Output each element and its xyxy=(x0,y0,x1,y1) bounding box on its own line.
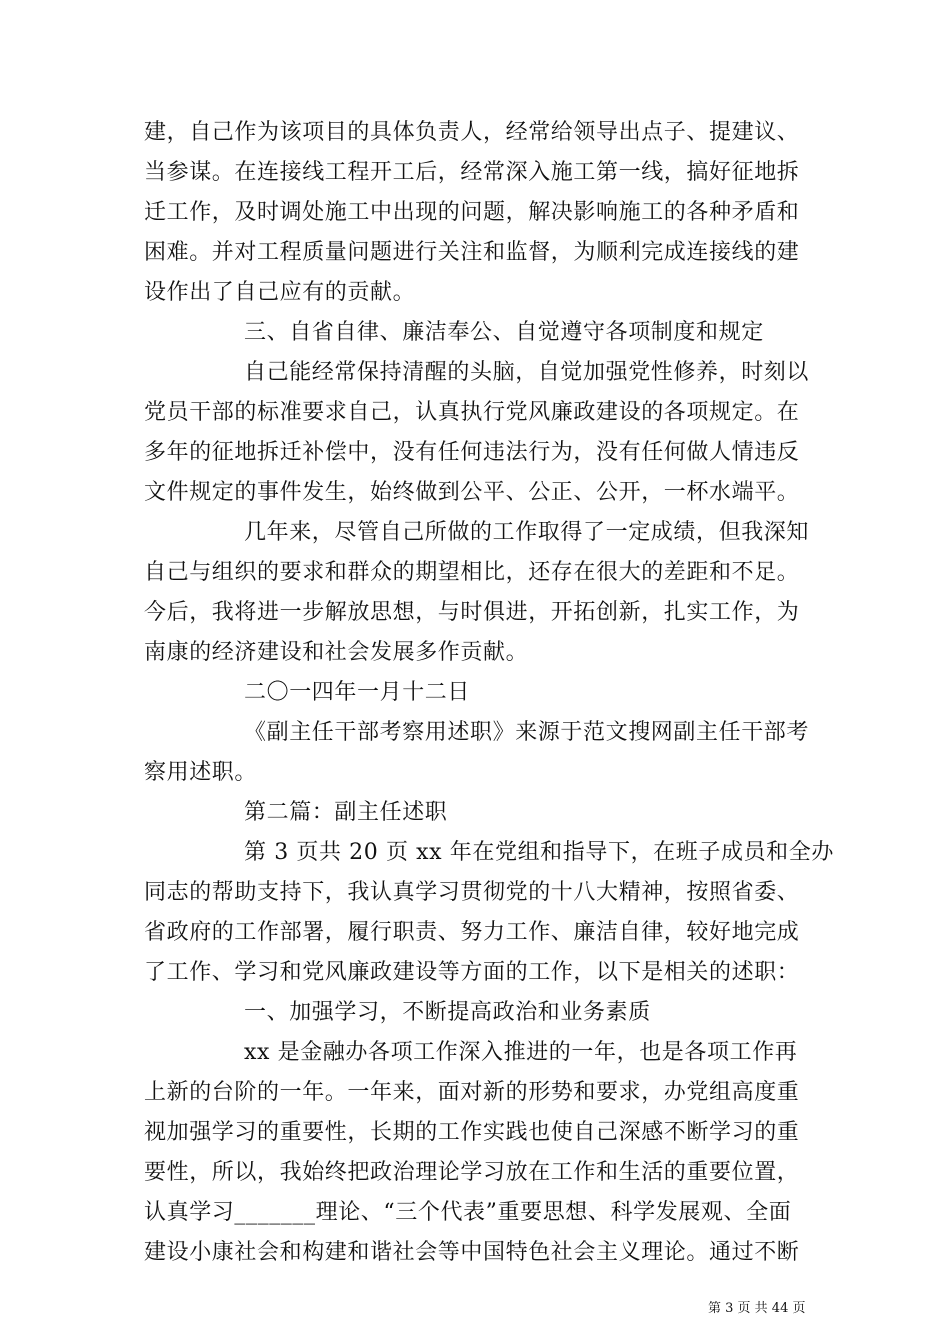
text-line: 省政府的工作部署，履行职责、努力工作、廉洁自律，较好地完成 xyxy=(144,920,800,945)
text-line: 党员干部的标准要求自己，认真执行党风廉政建设的各项规定。在 xyxy=(144,400,800,425)
text-line: 建，自己作为该项目的具体负责人，经常给领导出点子、提建议、 xyxy=(144,120,800,145)
text-line: 《副主任干部考察用述职》来源于范文搜网副主任干部考 xyxy=(244,720,810,745)
text-line: 察用述职。 xyxy=(144,760,258,785)
text-line: 同志的帮助支持下，我认真学习贯彻党的十八大精神，按照省委、 xyxy=(144,880,800,905)
text-line: 自己能经常保持清醒的头脑，自觉加强党性修养，时刻以 xyxy=(244,360,810,385)
section-heading: 三、自省自律、廉洁奉公、自觉遵守各项制度和规定 xyxy=(244,320,764,345)
text-line: 南康的经济建设和社会发展多作贡献。 xyxy=(144,640,529,665)
text-line: 了工作、学习和党风廉政建设等方面的工作，以下是相关的述职： xyxy=(144,960,800,985)
text-line: xx 是金融办各项工作深入推进的一年，也是各项工作再 xyxy=(244,1040,798,1065)
section-heading: 一、加强学习，不断提高政治和业务素质 xyxy=(244,1000,651,1025)
text-line: 困难。并对工程质量问题进行关注和监督，为顺利完成连接线的建 xyxy=(144,240,800,265)
text-line: 自己与组织的要求和群众的期望相比，还存在很大的差距和不足。 xyxy=(144,560,800,585)
text-line: 几年来，尽管自己所做的工作取得了一定成绩，但我深知 xyxy=(244,520,810,545)
text-line: 多年的征地拆迁补偿中，没有任何违法行为，没有任何做人情违反 xyxy=(144,440,800,465)
text-line: 建设小康社会和构建和谐社会等中国特色社会主义理论。通过不断 xyxy=(144,1240,800,1265)
page-footer: 第 3 页 共 44 页 xyxy=(708,1301,806,1316)
date-line: 二〇一四年一月十二日 xyxy=(244,680,471,705)
text-line: 迁工作，及时调处施工中出现的问题，解决影响施工的各种矛盾和 xyxy=(144,200,800,225)
text-line: 要性，所以，我始终把政治理论学习放在工作和生活的重要位置， xyxy=(144,1160,800,1185)
text-line: 认真学习_______理论、“三个代表”重要思想、科学发展观、全面 xyxy=(144,1200,792,1225)
text-line: 文件规定的事件发生，始终做到公平、公正、公开，一杯水端平。 xyxy=(144,480,800,505)
section-heading: 第二篇：副主任述职 xyxy=(244,800,448,825)
text-line: 设作出了自己应有的贡献。 xyxy=(144,280,416,305)
text-line: 第 3 页共 20 页 xx 年在党组和指导下，在班子成员和全办 xyxy=(244,840,834,865)
text-line: 上新的台阶的一年。一年来，面对新的形势和要求，办党组高度重 xyxy=(144,1080,800,1105)
text-line: 今后，我将进一步解放思想，与时俱进，开拓创新，扎实工作，为 xyxy=(144,600,800,625)
text-line: 当参谋。在连接线工程开工后，经常深入施工第一线，搞好征地拆 xyxy=(144,160,800,185)
text-line: 视加强学习的重要性，长期的工作实践也使自己深感不断学习的重 xyxy=(144,1120,800,1145)
